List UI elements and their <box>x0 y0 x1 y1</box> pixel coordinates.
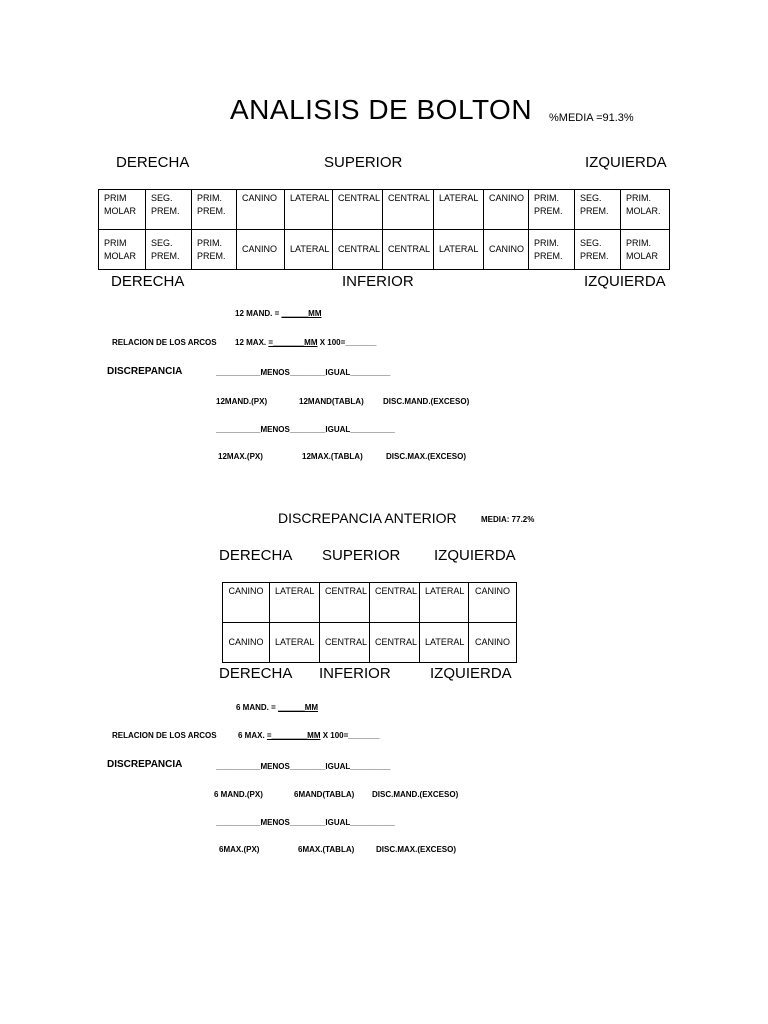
mand-sum-label: 6 MAND. = <box>236 703 279 712</box>
tooth-cell[interactable]: CENTRAL <box>370 623 420 663</box>
max-formula-label: DISC.MAX.(EXCESO) <box>376 845 457 854</box>
tooth-cell[interactable]: CANINO <box>237 230 285 270</box>
max-sum-line <box>235 338 376 347</box>
tooth-cell[interactable]: CANINO <box>484 230 529 270</box>
tooth-cell[interactable]: LATERAL <box>270 583 320 623</box>
mand-sum-blank[interactable]: ______MM <box>278 703 319 712</box>
discrepancia-label: DISCREPANCIA <box>107 759 183 770</box>
tooth-cell[interactable]: LATERAL <box>420 623 469 663</box>
teeth-table-anterior <box>222 582 517 663</box>
mand-formula-label: 6 MAND.(PX) <box>214 790 263 799</box>
max-sum-blank[interactable]: =________MM <box>266 731 321 740</box>
tooth-cell[interactable]: PRIM. PREM. <box>529 230 575 270</box>
tooth-cell[interactable]: LATERAL <box>434 230 484 270</box>
lower-teeth-row <box>99 230 670 270</box>
izquierda-inferior-heading: IZQUIERDA <box>584 273 666 290</box>
teeth-table-full <box>98 189 670 270</box>
mand-sum-line <box>236 703 318 712</box>
page-title: ANALISIS DE BOLTON <box>230 94 533 125</box>
tooth-cell[interactable]: CANINO <box>484 190 529 230</box>
max-sum-label: 6 MAX. <box>238 731 267 740</box>
derecha-superior-heading: DERECHA <box>219 547 293 564</box>
superior-heading: SUPERIOR <box>324 154 403 171</box>
tooth-cell[interactable]: CENTRAL <box>320 623 370 663</box>
tooth-cell[interactable]: CENTRAL <box>383 230 434 270</box>
tooth-cell[interactable]: LATERAL <box>285 230 333 270</box>
tooth-cell[interactable]: LATERAL <box>420 583 469 623</box>
mand-formula-label: 6MAND(TABLA) <box>294 790 355 799</box>
tooth-cell[interactable]: SEG. PREM. <box>146 190 192 230</box>
derecha-inferior-heading: DERECHA <box>219 665 293 682</box>
max-formula-label: 12MAX.(TABLA) <box>302 452 363 461</box>
mand-formula-label: 12MAND(TABLA) <box>299 397 364 406</box>
tooth-cell[interactable]: CENTRAL <box>383 190 434 230</box>
tooth-cell[interactable]: SEG. PREM. <box>146 230 192 270</box>
discrepancia-label: DISCREPANCIA <box>107 366 183 377</box>
tooth-cell[interactable]: CENTRAL <box>370 583 420 623</box>
tooth-cell[interactable]: SEG. PREM. <box>575 190 621 230</box>
max-sum-line <box>238 731 379 740</box>
max-formula-label: 6MAX.(TABLA) <box>298 845 355 854</box>
inferior-heading: INFERIOR <box>319 665 391 682</box>
tooth-cell[interactable]: CENTRAL <box>333 190 383 230</box>
mand-discrepancy-formula[interactable]: __________MENOS________IGUAL_________ <box>216 368 391 377</box>
mand-sum-blank[interactable]: ______MM <box>281 309 322 318</box>
relacion-label: RELACION DE LOS ARCOS <box>112 338 217 347</box>
tooth-cell[interactable]: PRIM. MOLAR <box>621 230 670 270</box>
tooth-cell[interactable]: PRIM. MOLAR. <box>621 190 670 230</box>
media-total: %MEDIA =91.3% <box>549 112 634 124</box>
section2-title: DISCREPANCIA ANTERIOR <box>278 510 457 526</box>
max-formula-label: DISC.MAX.(EXCESO) <box>386 452 467 461</box>
tooth-cell[interactable]: PRIM MOLAR <box>99 230 146 270</box>
inferior-heading: INFERIOR <box>342 273 414 290</box>
tooth-cell[interactable]: CANINO <box>223 583 270 623</box>
tooth-cell[interactable]: CENTRAL <box>320 583 370 623</box>
superior-heading: SUPERIOR <box>322 547 401 564</box>
mand-discrepancy-formula[interactable]: __________MENOS________IGUAL_________ <box>216 762 391 771</box>
upper-teeth-row <box>223 583 517 623</box>
x100-blank[interactable]: X 100=_______ <box>320 731 380 740</box>
izquierda-superior-heading: IZQUIERDA <box>585 154 667 171</box>
mand-sum-label: 12 MAND. = <box>235 309 282 318</box>
media-anterior: MEDIA: 77.2% <box>481 515 535 524</box>
derecha-superior-heading: DERECHA <box>116 154 190 171</box>
relacion-label: RELACION DE LOS ARCOS <box>112 731 217 740</box>
max-discrepancy-formula[interactable]: __________MENOS________IGUAL__________ <box>216 425 395 434</box>
max-discrepancy-formula[interactable]: __________MENOS________IGUAL__________ <box>216 818 395 827</box>
x100-blank[interactable]: X 100=_______ <box>317 338 377 347</box>
upper-teeth-row <box>99 190 670 230</box>
mand-formula-label: DISC.MAND.(EXCESO) <box>383 397 470 406</box>
tooth-cell[interactable]: PRIM MOLAR <box>99 190 146 230</box>
tooth-cell[interactable]: CANINO <box>223 623 270 663</box>
tooth-cell[interactable]: LATERAL <box>270 623 320 663</box>
tooth-cell[interactable]: SEG. PREM. <box>575 230 621 270</box>
max-sum-blank[interactable]: =_______MM <box>268 338 318 347</box>
tooth-cell[interactable]: PRIM. PREM. <box>192 230 237 270</box>
izquierda-inferior-heading: IZQUIERDA <box>430 665 512 682</box>
mand-formula-label: 12MAND.(PX) <box>216 397 268 406</box>
tooth-cell[interactable]: PRIM. PREM. <box>529 190 575 230</box>
mand-formula-label: DISC.MAND.(EXCESO) <box>372 790 459 799</box>
tooth-cell[interactable]: CANINO <box>237 190 285 230</box>
derecha-inferior-heading: DERECHA <box>111 273 185 290</box>
tooth-cell[interactable]: CENTRAL <box>333 230 383 270</box>
izquierda-superior-heading: IZQUIERDA <box>434 547 516 564</box>
tooth-cell[interactable]: CANINO <box>469 623 517 663</box>
tooth-cell[interactable]: LATERAL <box>434 190 484 230</box>
tooth-cell[interactable]: CANINO <box>469 583 517 623</box>
max-formula-label: 6MAX.(PX) <box>219 845 260 854</box>
lower-teeth-row <box>223 623 517 663</box>
max-formula-label: 12MAX.(PX) <box>218 452 263 461</box>
tooth-cell[interactable]: PRIM. PREM. <box>192 190 237 230</box>
tooth-cell[interactable]: LATERAL <box>285 190 333 230</box>
mand-sum-line <box>235 309 322 318</box>
max-sum-label: 12 MAX. <box>235 338 269 347</box>
